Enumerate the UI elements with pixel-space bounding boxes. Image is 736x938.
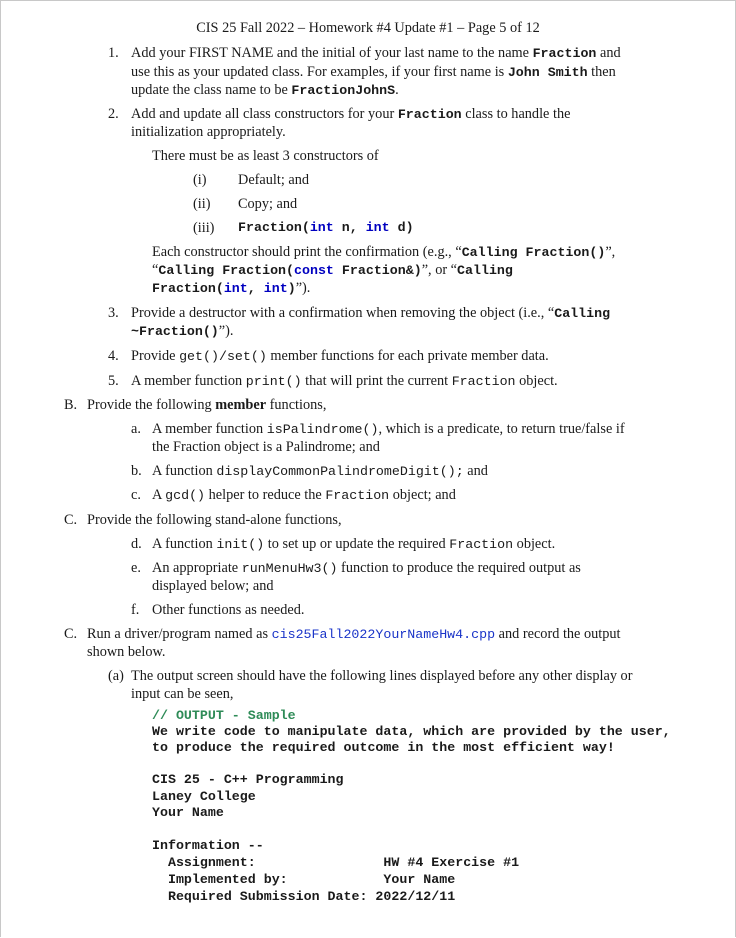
item-b-a-line-2: the Fraction object is a Palindrome; and <box>152 439 380 455</box>
item-4-number: 4. <box>108 348 119 364</box>
section-c2-line-1: Run a driver/program named as cis25Fall2022YourNameHw4.cpp and record the output <box>87 626 621 642</box>
item-2-number: 2. <box>108 106 119 122</box>
item-1-line-3: update the class name to be FractionJohnS. <box>131 82 399 98</box>
code-line: Laney College <box>152 789 256 804</box>
item-c-f-text: Other functions as needed. <box>152 602 305 618</box>
item-c-d-number: d. <box>131 536 142 552</box>
item-b-a-line-1: A member function isPalindrome(), which is a predicate, to return true/false if <box>152 421 625 437</box>
section-b-heading: Provide the following member functions, <box>87 397 327 413</box>
item-1-number: 1. <box>108 45 119 61</box>
item-a-line-1: The output screen should have the following lines displayed before any other display or <box>131 668 633 684</box>
constructors-intro: There must be as least 3 constructors of <box>152 148 379 164</box>
item-3-line-2: ~Fraction()”). <box>131 323 234 339</box>
confirm-line-1: Each constructor should print the confirmation (e.g., “Calling Fraction()”, <box>152 244 616 260</box>
code-line: Required Submission Date: 2022/12/11 <box>152 889 456 904</box>
item-b-a-number: a. <box>131 421 141 437</box>
item-c-e-line-2: displayed below; and <box>152 578 274 594</box>
item-5-text: A member function print() that will print the current Fraction object. <box>131 373 558 389</box>
item-a-line-2: input can be seen, <box>131 686 234 702</box>
item-b-b-number: b. <box>131 463 142 479</box>
code-line: to produce the required outcome in the most efficient way! <box>152 740 615 755</box>
item-2-line-1: Add and update all class constructors for your Fraction class to handle the <box>131 106 571 122</box>
item-b-c-number: c. <box>131 487 141 503</box>
item-c-f-number: f. <box>131 602 140 618</box>
item-3-number: 3. <box>108 305 119 321</box>
confirm-line-3: Fraction(int, int)”). <box>152 280 311 296</box>
constructor-default: Default; and <box>238 172 310 188</box>
code-line: CIS 25 - C++ Programming <box>152 772 344 787</box>
item-b-b-text: A function displayCommonPalindromeDigit(); and <box>152 463 488 479</box>
item-3-line-1: Provide a destructor with a confirmation when removing the object (i.e., “Calling <box>131 305 611 321</box>
constructor-param: Fraction(int n, int d) <box>238 220 414 235</box>
constructor-copy: Copy; and <box>238 196 298 212</box>
item-1-line-1: Add your FIRST NAME and the initial of your last name to the name Fraction and <box>131 45 621 61</box>
constructor-copy-number: (ii) <box>193 196 211 212</box>
constructor-default-number: (i) <box>193 172 207 188</box>
code-line: Information -- <box>152 838 264 853</box>
item-a-number: (a) <box>108 668 124 684</box>
confirm-line-2: “Calling Fraction(const Fraction&)”, or “Calling <box>152 262 513 278</box>
section-c2-line-2: shown below. <box>87 644 166 660</box>
code-line: Assignment: HW #4 Exercise #1 <box>152 855 520 870</box>
item-b-c-text: A gcd() helper to reduce the Fraction object; and <box>152 487 456 503</box>
item-c-d-text: A function init() to set up or update the required Fraction object. <box>152 536 556 552</box>
section-c1-heading: Provide the following stand-alone functions, <box>87 512 342 528</box>
item-5-number: 5. <box>108 373 119 389</box>
section-b-label: B. <box>64 397 78 413</box>
code-comment: // OUTPUT - Sample <box>152 708 296 723</box>
item-1-line-2: use this as your updated class. For examples, if your first name is John Smith then <box>131 64 616 80</box>
item-2-line-2: initialization appropriately. <box>131 124 286 140</box>
item-c-e-number: e. <box>131 560 141 576</box>
page-header: CIS 25 Fall 2022 – Homework #4 Update #1 – Page 5 of 12 <box>196 20 540 36</box>
item-c-e-line-1: An appropriate runMenuHw3() function to produce the required output as <box>152 560 581 576</box>
item-4-text: Provide get()/set() member functions for each private member data. <box>131 348 549 364</box>
constructor-param-number: (iii) <box>193 220 215 236</box>
code-line: Your Name <box>152 805 224 820</box>
code-line: Implemented by: Your Name <box>152 872 456 887</box>
section-c1-label: C. <box>64 512 78 528</box>
code-line: We write code to manipulate data, which are provided by the user, <box>152 724 671 739</box>
section-c2-label: C. <box>64 626 78 642</box>
